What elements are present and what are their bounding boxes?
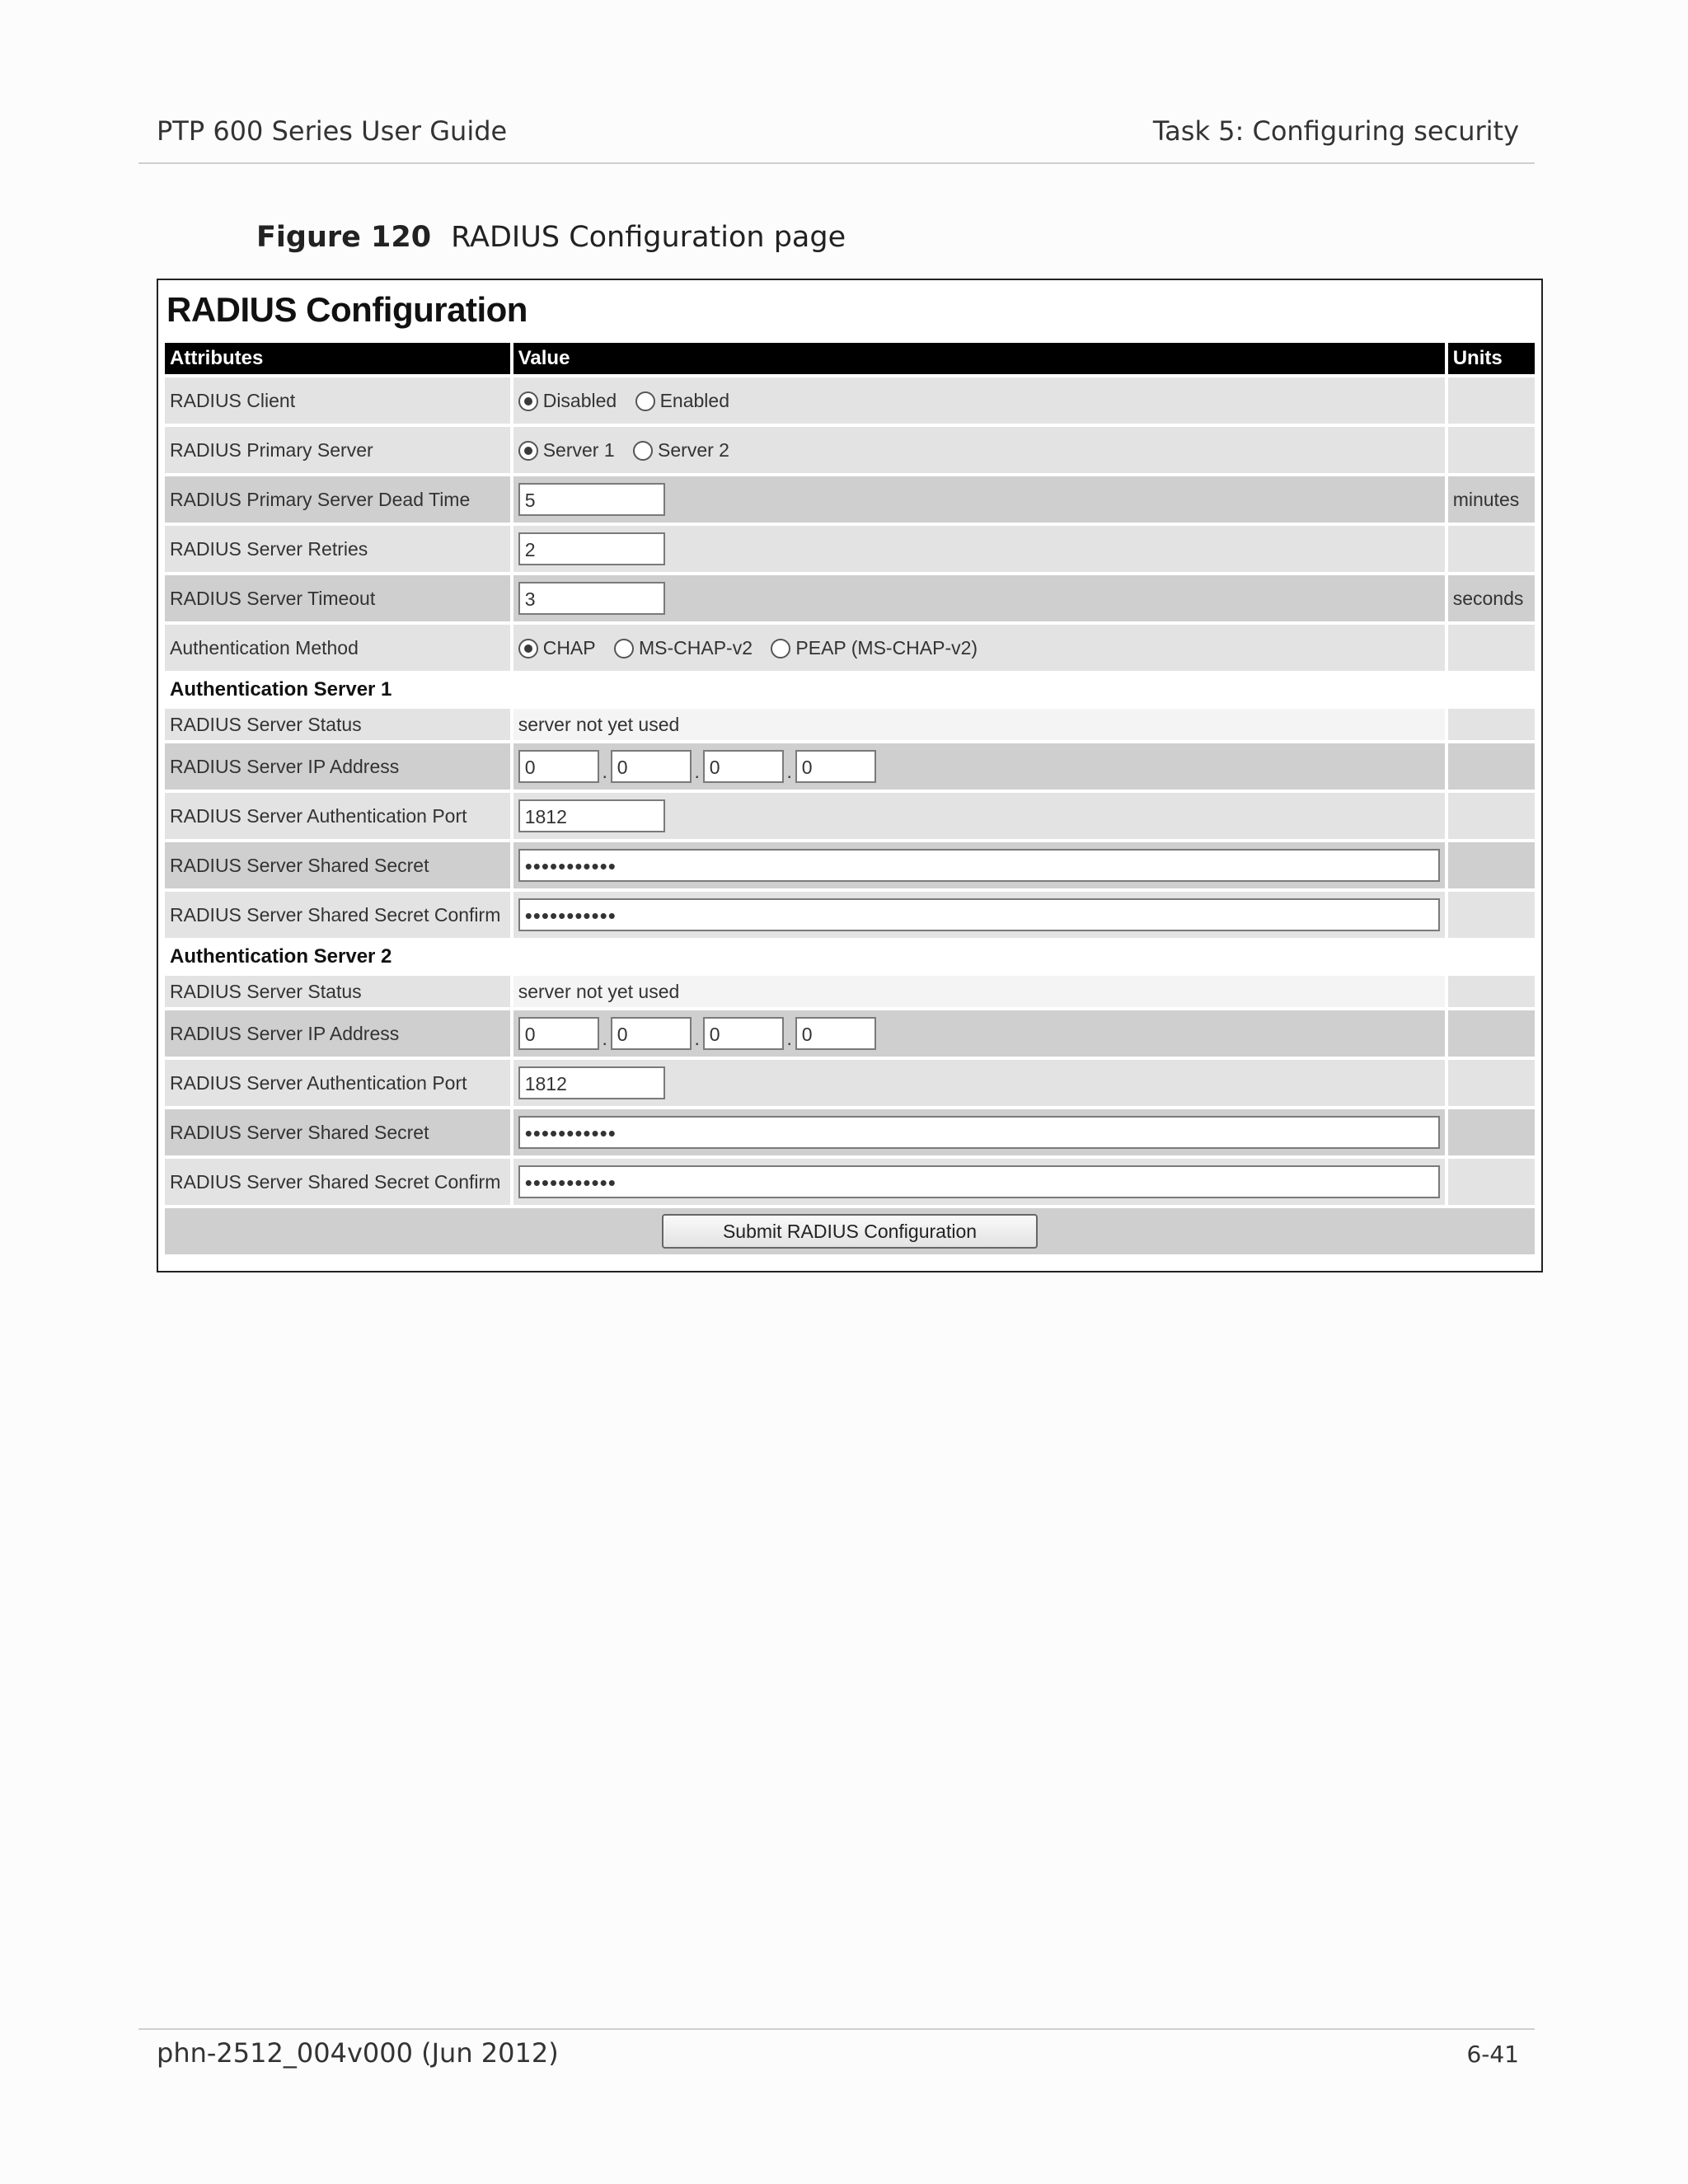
value-cell (513, 1060, 1445, 1106)
row-server-1-port (165, 793, 1535, 839)
row-server-1-ip (165, 743, 1535, 790)
row-server-2-secret (165, 1109, 1535, 1155)
value-cell (513, 476, 1445, 523)
units-label: minutes (1448, 476, 1535, 523)
dead-time-input[interactable]: 5 (518, 483, 665, 516)
submit-radius-configuration-button[interactable]: Submit RADIUS Configuration (662, 1214, 1038, 1249)
timeout-input[interactable]: 3 (518, 582, 665, 615)
value-cell (513, 575, 1445, 621)
running-header-title: PTP 600 Series User Guide (157, 115, 508, 147)
ip-address-group (513, 743, 1445, 790)
column-header-units: Units (1448, 343, 1535, 374)
primary-server-radio-group (513, 427, 1445, 473)
attribute-label: RADIUS Server IP Address (165, 743, 510, 790)
server-2-confirm-input[interactable]: ••••••••••• (518, 1165, 1440, 1198)
value-cell (513, 526, 1445, 572)
radio-label-disabled: Disabled (542, 390, 617, 412)
ip-separator: . (786, 761, 792, 782)
running-header-section: Task 5: Configuring security (1152, 115, 1519, 147)
units-cell (1448, 1010, 1535, 1057)
row-timeout (165, 575, 1535, 621)
value-cell (513, 1109, 1445, 1155)
submit-cell (165, 1208, 1535, 1254)
ip-separator: . (602, 761, 607, 782)
units-label: seconds (1448, 575, 1535, 621)
units-cell (1448, 976, 1535, 1007)
row-retries (165, 526, 1535, 572)
units-cell (1448, 526, 1535, 572)
radio-label-ms-chap-v2: MS-CHAP-v2 (639, 637, 753, 659)
ip-separator: . (694, 1028, 700, 1049)
units-cell (1448, 1060, 1535, 1106)
units-cell (1448, 1159, 1535, 1205)
ip-octet-3-input[interactable]: 0 (703, 1017, 784, 1050)
server-2-secret-input[interactable]: ••••••••••• (518, 1116, 1440, 1149)
attribute-label: RADIUS Server Status (165, 709, 510, 740)
section-heading-row (165, 674, 1535, 705)
retries-input[interactable]: 2 (518, 532, 665, 565)
submit-row (165, 1208, 1535, 1254)
footer-rule (138, 2028, 1535, 2030)
attribute-label: RADIUS Server IP Address (165, 1010, 510, 1057)
row-server-1-secret (165, 842, 1535, 888)
row-primary-server (165, 427, 1535, 473)
row-server-2-confirm (165, 1159, 1535, 1205)
row-server-2-status (165, 976, 1535, 1007)
server-1-secret-input[interactable]: ••••••••••• (518, 849, 1440, 882)
section-heading-server-2: Authentication Server 2 (165, 941, 1535, 972)
server-1-port-input[interactable]: 1812 (518, 799, 665, 832)
units-cell (1448, 625, 1535, 671)
attribute-label: RADIUS Server Authentication Port (165, 793, 510, 839)
radio-label-chap: CHAP (542, 637, 596, 659)
attribute-label: RADIUS Server Shared Secret Confirm (165, 892, 510, 938)
attribute-label: RADIUS Server Status (165, 976, 510, 1007)
units-cell (1448, 793, 1535, 839)
figure-title: RADIUS Configuration page (451, 221, 846, 254)
value-cell (513, 842, 1445, 888)
value-cell (513, 1159, 1445, 1205)
ip-separator: . (694, 761, 700, 782)
value-cell (513, 892, 1445, 938)
radio-chap[interactable] (518, 639, 538, 658)
ip-octet-1-input[interactable]: 0 (518, 1017, 599, 1050)
ip-octet-3-input[interactable]: 0 (703, 750, 784, 783)
column-header-attributes: Attributes (165, 343, 510, 374)
server-2-port-input[interactable]: 1812 (518, 1066, 665, 1099)
server-2-status-value: server not yet used (513, 976, 1445, 1007)
ip-octet-2-input[interactable]: 0 (611, 1017, 692, 1050)
units-cell (1448, 427, 1535, 473)
ip-separator: . (786, 1028, 792, 1049)
screenshot-frame (157, 279, 1543, 1272)
server-1-confirm-input[interactable]: ••••••••••• (518, 898, 1440, 931)
server-1-status-value: server not yet used (513, 709, 1445, 740)
units-cell (1448, 1109, 1535, 1155)
column-header-value: Value (513, 343, 1445, 374)
figure-caption (256, 221, 846, 254)
attribute-label: RADIUS Primary Server (165, 427, 510, 473)
radio-enabled[interactable] (635, 391, 655, 411)
footer-page-number: 6-41 (1466, 2041, 1519, 2068)
attribute-label: RADIUS Server Shared Secret (165, 1109, 510, 1155)
radio-peap[interactable] (771, 639, 790, 658)
radius-client-radio-group (513, 377, 1445, 424)
ip-octet-4-input[interactable]: 0 (795, 1017, 876, 1050)
attribute-label: RADIUS Client (165, 377, 510, 424)
attribute-label: RADIUS Server Authentication Port (165, 1060, 510, 1106)
radio-disabled[interactable] (518, 391, 538, 411)
radio-label-server-2: Server 2 (658, 439, 729, 462)
section-heading-server-1: Authentication Server 1 (165, 674, 1535, 705)
radio-label-enabled: Enabled (659, 390, 730, 412)
radio-server-1[interactable] (518, 441, 538, 461)
ip-octet-4-input[interactable]: 0 (795, 750, 876, 783)
radio-label-peap: PEAP (MS-CHAP-v2) (795, 637, 978, 659)
row-radius-client (165, 377, 1535, 424)
attribute-label: RADIUS Server Shared Secret (165, 842, 510, 888)
radio-ms-chap-v2[interactable] (614, 639, 634, 658)
page-title: RADIUS Configuration (166, 290, 528, 329)
units-cell (1448, 743, 1535, 790)
figure-label: Figure 120 (256, 221, 432, 254)
ip-separator: . (602, 1028, 607, 1049)
units-cell (1448, 892, 1535, 938)
units-cell (1448, 709, 1535, 740)
row-dead-time (165, 476, 1535, 523)
row-server-2-ip (165, 1010, 1535, 1057)
section-heading-row (165, 941, 1535, 972)
table-header-row (165, 343, 1535, 374)
units-cell (1448, 377, 1535, 424)
attribute-label: Authentication Method (165, 625, 510, 671)
radio-label-server-1: Server 1 (542, 439, 615, 462)
attribute-label: RADIUS Server Retries (165, 526, 510, 572)
ip-address-group (513, 1010, 1445, 1057)
units-cell (1448, 842, 1535, 888)
footer-doc-id: phn-2512_004v000 (Jun 2012) (157, 2037, 559, 2069)
ip-octet-2-input[interactable]: 0 (611, 750, 692, 783)
attribute-label: RADIUS Server Shared Secret Confirm (165, 1159, 510, 1205)
row-auth-method (165, 625, 1535, 671)
radio-server-2[interactable] (633, 441, 653, 461)
radius-config-table (162, 340, 1538, 1258)
row-server-1-confirm (165, 892, 1535, 938)
attribute-label: RADIUS Server Timeout (165, 575, 510, 621)
row-server-2-port (165, 1060, 1535, 1106)
header-rule (138, 162, 1535, 164)
auth-method-radio-group (513, 625, 1445, 671)
row-server-1-status (165, 709, 1535, 740)
value-cell (513, 793, 1445, 839)
ip-octet-1-input[interactable]: 0 (518, 750, 599, 783)
attribute-label: RADIUS Primary Server Dead Time (165, 476, 510, 523)
